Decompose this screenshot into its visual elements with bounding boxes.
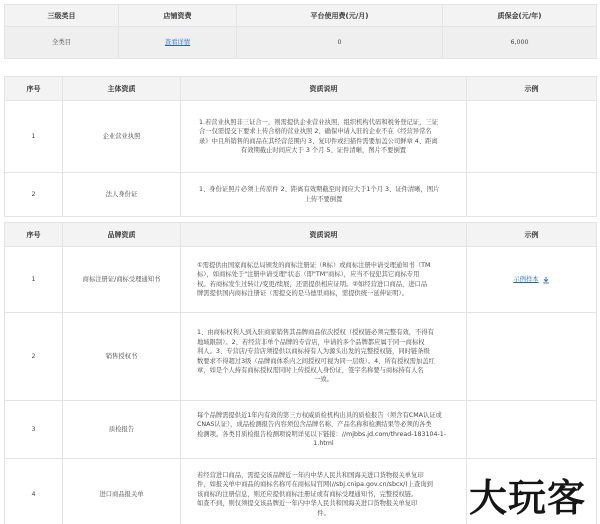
header-example: 示例 (467, 223, 597, 247)
row-index: 3 (5, 401, 63, 459)
qualification-description: ①需提供由国家商标总局颁发的商标注册证（R标）或商标注册申请受理通知书（TM 标），如商标处于"注册申请受理"状态（即"TM"商标），应当不侵犯其它商标专用 权。若商标发生过转让/变更/续展，还需提供相应证明。②如经营进口商品，进口品 牌需提供国内商标注册证（需提交的是马德里商标，需提供统一延伸证明）。 (181, 247, 467, 313)
header-index: 序号 (5, 77, 63, 101)
header-description: 资质说明 (181, 77, 467, 101)
header-deposit: 质保金(元/年) (443, 5, 597, 27)
table-row (5, 313, 597, 401)
qualification-description: 1、身份证照片必须上传原件 2、距离有效期截至时间应大于1个月 3、证件清晰，图片 上传不要倒置 (181, 173, 467, 217)
row-index: 1 (5, 101, 63, 173)
header-index: 序号 (5, 223, 63, 247)
row-index: 1 (5, 247, 63, 313)
table-row (5, 101, 597, 173)
category-value: 全类目 (5, 27, 119, 59)
qualification-description: 每个品牌需提供近1年内有效的第三方权威质检机构出具的质检报告（须含有CMA认证或 CNAS认证），成品检测报告内容须包含品牌名称、产品名称和检测结果等必须的各类 检测项。各类目质检报告检测项说明详见以下链接：//mjbbs.jd.com/thread-183104-1- 1.html (181, 401, 467, 459)
header-platform-fee: 平台使用费(元/月) (237, 5, 443, 27)
brand-table-header (5, 223, 597, 247)
header-subject: 主体资质 (63, 77, 181, 101)
example-sample-link[interactable] (513, 275, 549, 284)
platform-fee-value: 0 (237, 27, 443, 59)
table-row (5, 27, 597, 59)
view-details-link[interactable]: 查看详情 (164, 38, 191, 46)
header-description: 资质说明 (181, 223, 467, 247)
qualification-name: 质检报告 (63, 401, 181, 459)
qualification-name: 企业营业执照 (63, 101, 181, 173)
header-category: 三级类目 (5, 5, 119, 27)
qualification-name: 进口商品报关单 (63, 459, 181, 524)
example-cell (467, 313, 597, 401)
subject-table-header (5, 77, 597, 101)
example-cell (467, 247, 597, 313)
header-example: 示例 (467, 77, 597, 101)
deposit-value: 6,000 (443, 27, 597, 59)
subject-qualification-table (4, 76, 597, 217)
header-brand: 品牌资质 (63, 223, 181, 247)
watermark-logo: 大玩客 (468, 475, 586, 520)
qualification-description: 若经营进口商品，需提交该品牌近一年内中华人民共和国海关进口货物报关单复印 件，如报关单中商品的商标名称可在商标局官网(//sbj.cnipa.gov.cn/sbcx/)上查询到 该商标的注册信息，则还应提供商标注册证或有商标受理通知书，完整授权链。 如查不到，则仅须提交该品牌近一年内中华人民共和国海关进口货物报关单复印 件。 (181, 459, 467, 524)
qualification-description: 1、由商标权利人到入驻商家销售其品牌商品依次授权（授权链必须完整有效，不得有 地域限制）。2、若经营非单个品牌的专营店，申请的多个品牌都应属于同一商标权 利人。3、专营店/专营店须提供以商标持有人为源头出发的完整授权链，同时链条级 数要求不得超过3级（品牌商体系内之间授权可视为同一层级）。4、所有授权需加盖红 章，如是个人持有商标授权需同时上传授权人身份证，签字名称要与商标持有人名 一致。 (181, 313, 467, 401)
example-cell (467, 173, 597, 217)
example-cell (467, 101, 597, 173)
table-row (5, 401, 597, 459)
example-cell (467, 401, 597, 459)
fee-table-header (5, 5, 597, 27)
qualification-name: 销售授权书 (63, 313, 181, 401)
qualification-description: 1.若营业执照非三证合一，则需提供企业营业执照，组织机构代码和税务登记证，三证 合一仅需提交下要求上传合格的营业执照 2、确保申请入驻的企业不在《经营异常名 录》中且所销售的商品在其经营范围内 3、复印件或扫描件需要加盖公司鲜章 4、距离 有效期截止时间应大于 3 个月 5、证件清晰，图片不要倒置 (181, 101, 467, 173)
row-index: 4 (5, 459, 63, 524)
header-store-fee: 店铺资费 (119, 5, 237, 27)
fee-detail-cell (119, 27, 237, 59)
table-row (5, 247, 597, 313)
fee-table (4, 4, 597, 59)
qualification-name: 商标注册证/商标受理通知书 (63, 247, 181, 313)
download-icon (542, 276, 550, 284)
qualification-name: 法人身份证 (63, 173, 181, 217)
table-row (5, 173, 597, 217)
example-sample-label: 示例样本 (513, 275, 539, 283)
row-index: 2 (5, 313, 63, 401)
row-index: 2 (5, 173, 63, 217)
